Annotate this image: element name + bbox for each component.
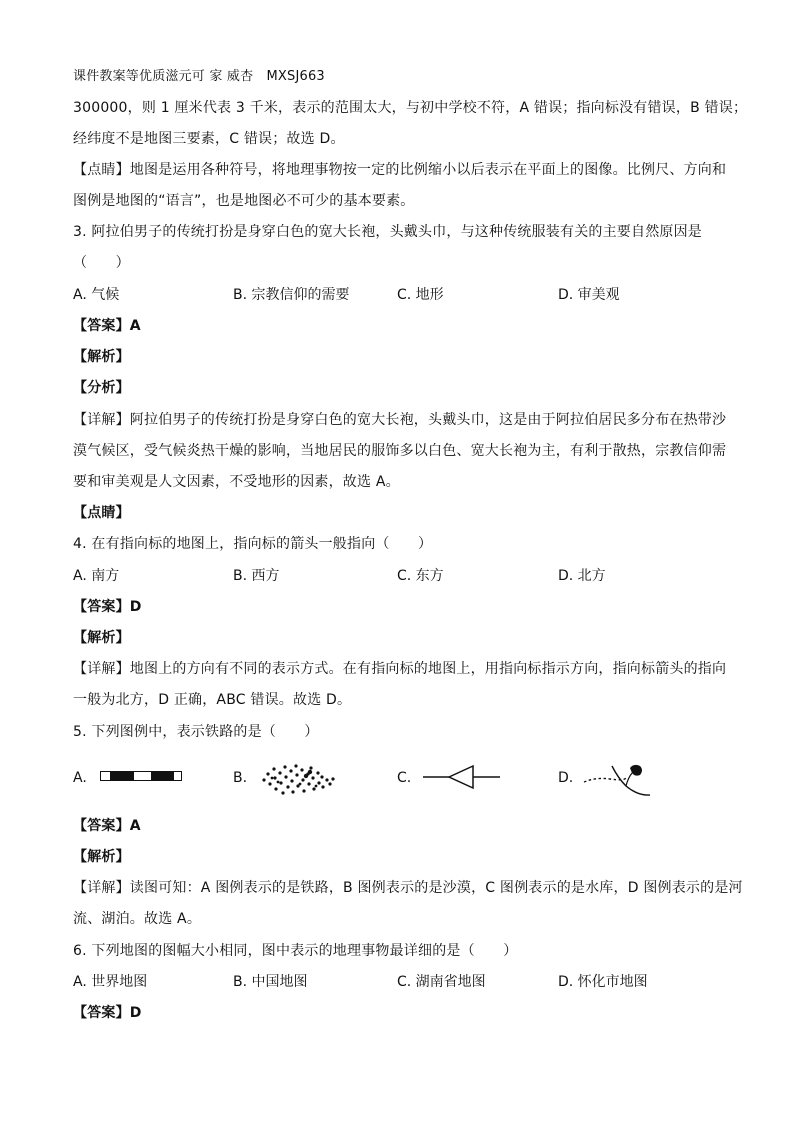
q5-option-d-label: D. [558,770,574,786]
q4-jiexi: 【解析】 [73,630,130,646]
q5-detail: 【详解】读图可知：A 图例表示的是铁路，B 图例表示的是沙漠，C 图例表示的是水库，D 图例表示的是河 [73,880,743,896]
desert-symbol-icon [256,760,340,800]
q5-jiexi: 【解析】 [73,849,130,865]
q3-detail: 要和审美观是人文因素，不受地形的因素，故选 A。 [73,474,400,490]
q3-answer: 【答案】A [73,318,141,334]
q6-option-b: B. 中国地图 [233,974,308,990]
reservoir-symbol-icon [423,763,501,791]
q3-dianjing: 【点睛】 [73,505,130,521]
q3-detail: 【详解】阿拉伯男子的传统打扮是身穿白色的宽大长袍，头戴头巾，这是由于阿拉伯居民多分布在热带沙 [73,412,727,428]
q6-option-d: D. 怀化市地图 [558,974,648,990]
q5-option-a-label: A. [73,770,87,786]
q3-stem: 3. 阿拉伯男子的传统打扮是身穿白色的宽大长袍，头戴头巾，与这种传统服装有关的主要自然原因是 [73,224,703,240]
q4-option-b: B. 西方 [233,568,280,584]
q6-option-a: A. 世界地图 [73,974,148,990]
q4-detail: 【详解】地图上的方向有不同的表示方式。在有指向标的地图上，用指向标指示方向，指向标箭头的指向 [73,661,727,677]
q6-option-c: C. 湖南省地图 [397,974,486,990]
q5-option-b-label: B. [233,770,248,786]
q3-jiexi: 【解析】 [73,349,130,365]
q2-tail-line: 经纬度不是地图三要素，C 错误；故选 D。 [73,131,345,147]
q5-stem: 5. 下列图例中，表示铁路的是（ ） [73,724,319,740]
q3-detail: 漠气候区，受气候炎热干燥的影响，当地居民的服饰多以白色、宽大长袍为主，有利于散热，宗教信仰需 [73,443,727,459]
q5-detail: 流、湖泊。故选 A。 [73,911,202,927]
q4-option-c: C. 东方 [397,568,444,584]
q2-tail-line: 300000，则 1 厘米代表 3 千米，表示的范围太大，与初中学校不符，A 错误；指向标没有错误，B 错误； [73,100,748,116]
q2-dianjing: 【点睛】地图是运用各种符号，将地理事物按一定的比例缩小以后表示在平面上的图像。比例尺、方向和 [73,162,727,178]
river-lake-symbol-icon [582,760,656,800]
q2-dianjing: 图例是地图的“语言”，也是地图必不可少的基本要素。 [73,193,415,209]
q4-option-a: A. 南方 [73,568,120,584]
q6-stem: 6. 下列地图的图幅大小相同，图中表示的地理事物最详细的是（ ） [73,943,518,959]
q3-option-c: C. 地形 [397,287,444,303]
q3-option-d: D. 审美观 [558,287,620,303]
q5-answer: 【答案】A [73,818,141,834]
q6-answer: 【答案】D [73,1005,142,1021]
q4-answer: 【答案】D [73,599,142,615]
railway-symbol-icon [100,769,184,783]
page-header: 课件教案等优质滋元可 家 威杏 MXSJ663 [73,69,325,84]
q3-option-b: B. 宗教信仰的需要 [233,287,350,303]
q3-fenxi: 【分析】 [73,380,130,396]
q4-option-d: D. 北方 [558,568,606,584]
q3-option-a: A. 气候 [73,287,120,303]
q4-detail: 一般为北方，D 正确，ABC 错误。故选 D。 [73,692,352,708]
q3-stem: （ ） [73,255,130,271]
q4-stem: 4. 在有指向标的地图上，指向标的箭头一般指向（ ） [73,536,433,552]
q5-option-c-label: C. [397,770,412,786]
